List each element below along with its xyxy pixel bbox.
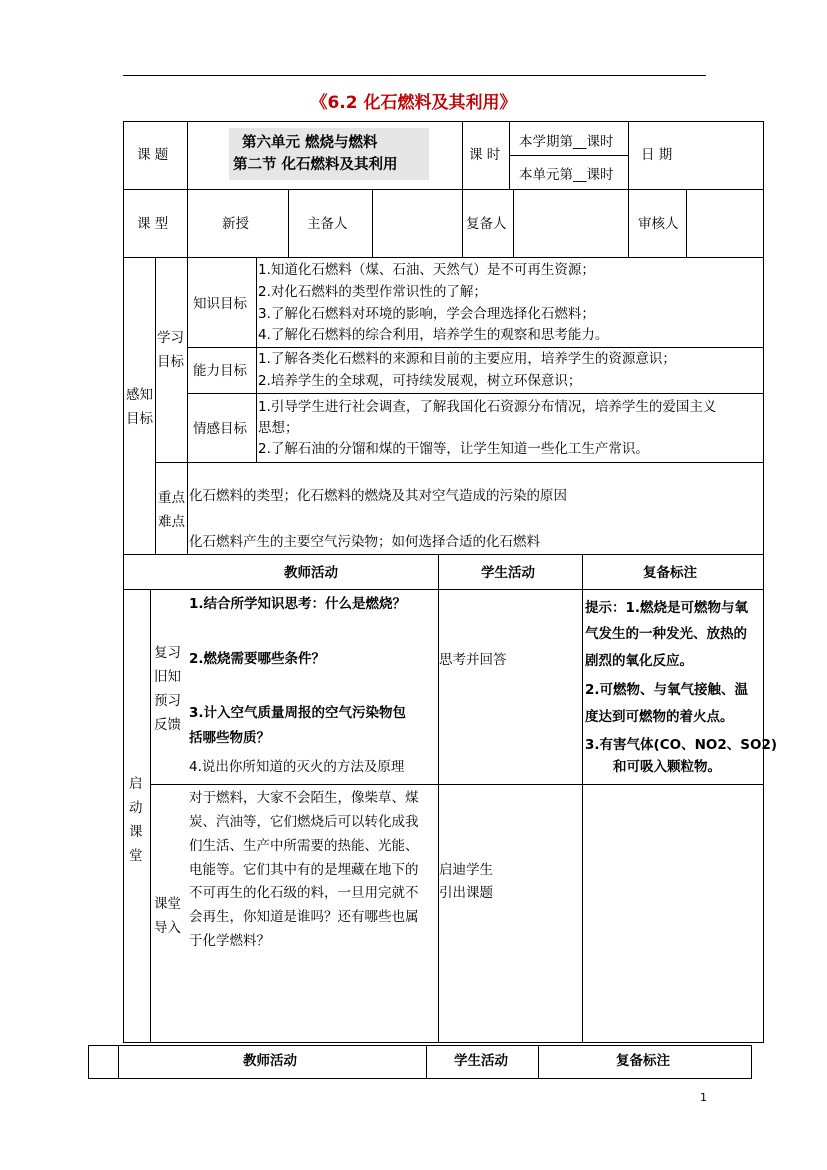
knowledge-goal-label: 知识目标 [193, 296, 247, 312]
header-rule [123, 75, 706, 76]
intro-line: 电能等。它们其中有的是埋藏在地下的 [189, 862, 419, 878]
intro-line: 们生活、生产中所需要的热能、光能、 [189, 838, 419, 854]
auditor-label: 审核人 [638, 216, 679, 232]
ability-item: 2.培养学生的全球观，可持续发展观，树立环保意识； [258, 373, 582, 389]
review-note: 和可吸入颗粒物。 [613, 759, 721, 775]
notes-header: 复备标注 [643, 565, 697, 581]
footer-notes-header: 复备标注 [616, 1053, 670, 1069]
review-question: 3.计入空气质量周报的空气污染物包 [189, 705, 407, 721]
key-point: 化石燃料的类型；化石燃料的燃烧及其对空气造成的污染的原因 [189, 488, 567, 504]
review-note: 剧烈的氧化反应。 [585, 653, 693, 669]
footer-teacher-header: 教师活动 [243, 1053, 297, 1069]
student-activity-header: 学生活动 [481, 565, 535, 581]
review-question: 1.结合所学知识思考：什么是燃烧？ [189, 596, 407, 612]
emotion-item: 思想； [258, 420, 299, 436]
section-label: 启动课堂 [129, 776, 143, 864]
review-note: 3.有害气体(CO、NO2、SO2) [585, 737, 778, 753]
type-label: 课 型 [137, 216, 169, 232]
emotion-item: 1.引导学生进行社会调查，了解我国化石资源分布情况，培养学生的爱国主义 [258, 399, 717, 415]
goals-outer-label: 感知目标 [126, 387, 153, 427]
knowledge-item: 3.了解化石燃料对环境的影响，学会合理选择化石燃料； [258, 306, 595, 322]
knowledge-item: 2.对化石燃料的类型作常识性的了解； [258, 284, 487, 300]
date-label: 日 期 [641, 147, 673, 163]
period-unit: 本单元第__课时 [519, 167, 614, 183]
difficult-point: 化石燃料产生的主要空气污染物；如何选择合适的化石燃料 [189, 534, 540, 550]
period-label: 课 时 [469, 147, 501, 163]
review-student: 思考并回答 [439, 652, 507, 668]
intro-line: 于化学燃料？ [189, 933, 270, 949]
review-note: 度达到可燃物的着火点。 [585, 709, 734, 725]
review-question: 括哪些物质？ [189, 730, 270, 746]
preparer-label: 主备人 [307, 216, 348, 232]
subject-line-1: 第六单元 燃烧与燃料 [242, 135, 378, 151]
knowledge-item: 4.了解化石燃料的综合利用，培养学生的观察和思考能力。 [258, 327, 609, 343]
page-number: 1 [700, 1091, 707, 1104]
ability-goal-label: 能力目标 [193, 363, 247, 379]
review-note: 气发生的一种发光、放热的 [585, 626, 747, 642]
period-semester: 本学期第__课时 [519, 134, 614, 150]
intro-line: 炭、汽油等，它们燃烧后可以转化成我 [189, 814, 419, 830]
intro-line: 会再生，你知道是谁吗？还有哪些也属 [189, 909, 419, 925]
teacher-activity-header: 教师活动 [284, 565, 338, 581]
review-label: 复习旧知预习反馈 [154, 645, 181, 733]
document-title: 《6.2 化石燃料及其利用》 [310, 93, 517, 113]
emotion-item: 2.了解石油的分馏和煤的干馏等，让学生知道一些化工生产常识。 [258, 441, 649, 457]
reviewer-label: 复备人 [466, 216, 507, 232]
ability-item: 1.了解各类化石燃料的来源和目前的主要应用，培养学生的资源意识； [258, 351, 676, 367]
learn-goal-label: 学习目标 [157, 330, 184, 370]
intro-label: 课堂导入 [154, 896, 181, 936]
subject-line-2: 第二节 化石燃料及其利用 [233, 157, 398, 173]
review-note: 2.可燃物、与氧气接触、温 [585, 682, 749, 698]
footer-student-header: 学生活动 [454, 1053, 508, 1069]
key-points-label: 重点难点 [158, 490, 185, 530]
intro-student: 引出课题 [439, 885, 493, 901]
knowledge-item: 1.知道化石燃料（煤、石油、天然气）是不可再生资源； [258, 262, 595, 278]
emotion-goal-label: 情感目标 [193, 421, 247, 437]
review-question: 4.说出你所知道的灭火的方法及原理 [189, 759, 405, 775]
intro-line: 对于燃料，大家不会陌生，像柴草、煤 [189, 790, 419, 806]
review-question: 2.燃烧需要哪些条件？ [189, 651, 326, 667]
intro-line: 不可再生的化石级的料，一旦用完就不 [189, 885, 419, 901]
intro-student: 启迪学生 [439, 862, 493, 878]
type-value: 新授 [222, 216, 249, 232]
review-note: 提示：1.燃烧是可燃物与氧 [585, 600, 749, 616]
subject-label: 课 题 [137, 147, 169, 163]
